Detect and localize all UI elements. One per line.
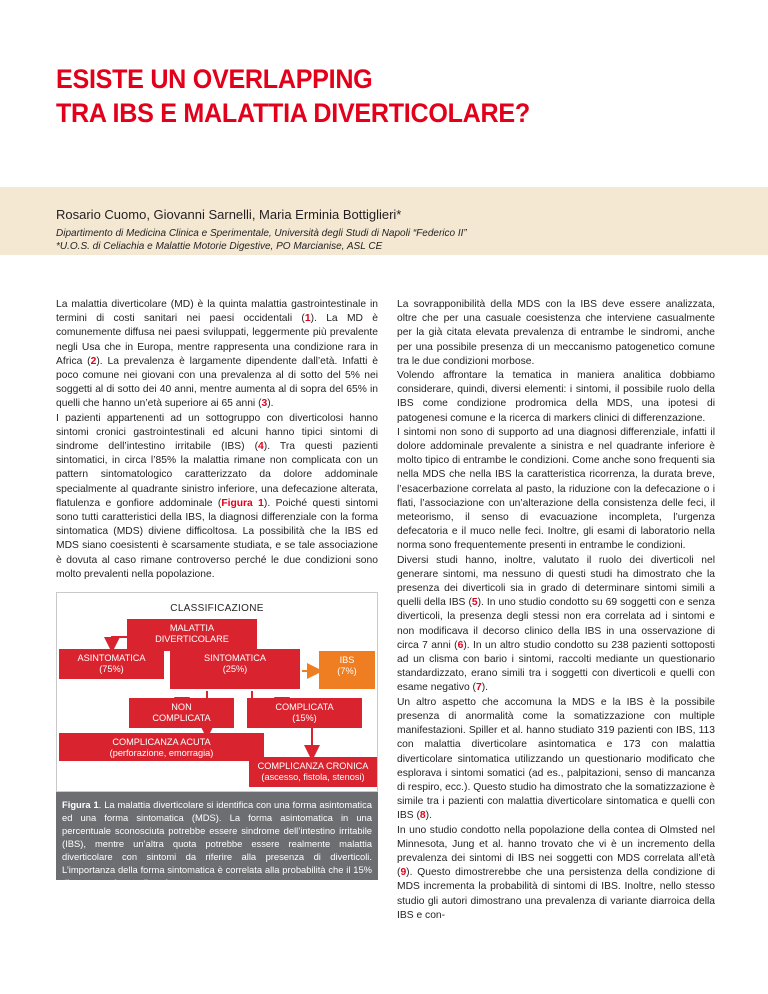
citation-ref[interactable]: 1 xyxy=(304,313,311,325)
paragraph: I sintomi non sono di supporto ad una diagnosi differenziale, infatti il dolore addominale prevalente a sinistra e nel quadrante inferiore è molto tipico di entrambe le condizioni. Come anche sono frequenti sia nella MDS che nella IBS la caratteristica ricorrenza, la durata breve, l’esacerbazione correlata al pasto, la riduzione con la defecazione o i flati, l’associazione con un’alterazione della consistenza delle feci, il meteorismo, il senso di evacuazione incompleta, l’urgenza defecatoria e il muco nelle feci. Inoltre, gli esami di laboratorio nella norma sono frequentemente presenti in entrambe le condizioni. xyxy=(397,426,715,552)
authors: Rosario Cuomo, Giovanni Sarnelli, Maria Erminia Bottiglieri* xyxy=(56,207,402,222)
box-non-complicata: NON COMPLICATA xyxy=(129,698,234,728)
caption-label: Figura 1 xyxy=(62,799,99,810)
box-complicanza-cronica: COMPLICANZA CRONICA (ascesso, fistola, stenosi) xyxy=(249,757,377,787)
box-ibs: IBS (7%) xyxy=(319,651,375,689)
paragraph: Un altro aspetto che accomuna la MDS e la IBS è la possibile presenza di anormalità come la somatizzazione con multiple manifestazioni. Spiller et al. hanno studiato 319 pazienti con IBS, 113 con malattia diverticolare asintomatica e 173 con malattia diverticolare sintomatica utilizzando un questionario modificato che esplorava i sintomi somatici (ad es., palpitazioni, senso di mancanza di respiro, ecc.). Questo studio ha dimostrato che la somatizzazione è simile tra i pazienti con malattia diverticolare sintomatica e quelli con IBS (8). xyxy=(397,696,715,822)
paragraph: Volendo affrontare la tematica in maniera analitica dobbiamo considerare, quindi, diversi elementi: i sintomi, il possibile ruolo della IBS come condizione prodromica della MDS, una ipotesi di patogenesi comune e la ricerca di markers clinici di differenzazione. xyxy=(397,370,715,424)
box-complicata: COMPLICATA (15%) xyxy=(247,698,362,728)
affiliation-2: *U.O.S. di Celiachia e Malattie Motorie Digestive, PO Marcianise, ASL CE xyxy=(56,241,383,252)
citation-ref[interactable]: 2 xyxy=(90,355,97,367)
box-malattia-diverticolare: MALATTIA DIVERTICOLARE xyxy=(127,619,257,651)
box-complicanza-acuta: COMPLICANZA ACUTA (perforazione, emorragia) xyxy=(59,733,264,761)
classification-diagram xyxy=(56,592,378,792)
paragraph: La sovrapponibilità della MDS con la IBS deve essere analizzata, oltre che per una casuale coesistenza che interviene casualmente per la già citata elevata prevalenza di entrambe le sindromi, anche per una possibile presenza di un meccanismo patogenetico comune tra le due condizioni morbose. xyxy=(397,299,715,367)
affiliation-1: Dipartimento di Medicina Clinica e Sperimentale, Università degli Studi di Napoli “Federico II” xyxy=(56,228,467,239)
paragraph: Diversi studi hanno, inoltre, valutato il ruolo dei diverticoli nel generare sintomi, ma nessuno di questi studi ha dimostrato che la presenza dei diverticoli sia in grado di determinare sintomi simili a quelli della IBS (5). In uno studio condotto su 69 soggetti con e senza diverticoli, la presenza degli stessi non era correlata ad i sintomi e non modificava il decorso clinico della IBS in una osservazione di circa 7 anni (6). In un altro studio condotto su 238 pazienti sottoposti ad un clisma con bario i sintomi, raccolti mediante un questionario standardizzato, erano simili tra i soggetti con diverticoli e quelli con esame negativo (7). xyxy=(397,554,716,694)
citation-ref[interactable]: 4 xyxy=(258,441,264,453)
box-asintomatica: ASINTOMATICA (75%) xyxy=(59,649,164,679)
citation-ref[interactable]: 3 xyxy=(261,398,268,410)
citation-ref[interactable]: 7 xyxy=(476,682,482,694)
paragraph: In uno studio condotto nella popolazione della contea di Olmsted nel Minnesota, Jung et al. hanno trovato che vi è un incremento della prevalenza dei sintomi di IBS nei soggetti con MDS correlata all’età (9). Questo dimostrerebbe che una persistenza della condizione di MDS incrementa la probabilità di sintomi di IBS. Inoltre, nello stesso studio gli autori dimostrano una prevalenza di variante diarroica della IBS e con- xyxy=(397,824,715,921)
diagram-heading: CLASSIFICAZIONE xyxy=(170,603,264,614)
affiliations xyxy=(56,227,467,253)
citation-ref[interactable]: 8 xyxy=(419,810,426,822)
left-column xyxy=(56,298,378,582)
figure-caption xyxy=(62,798,372,889)
citation-ref[interactable]: 6 xyxy=(457,639,464,651)
paragraph: I pazienti appartenenti ad un sottogruppo con diverticolosi hanno sintomi cronici gastrointestinali ed alcuni hanno tipici sintomi di sindrome dell’intestino irritabile (IBS) (4). Tra questi pazienti sintomatici, in circa l’85% la malattia rimane non complicata con un pattern sintomatologico caratterizzato da dolore addominale specialmente al quadrante sinistro inferiore, una defecazione alterata, flatulenza e gonfiore addominale (Figura 1). Poiché questi sintomi sono tutti caratteristici della IBS, la diagnosi differenziale con la forma sintomatica (MDS) diviene difficoltosa. La possibilità che la IBS ed MDS siano coesistenti è scarsamente studiata, e se tale associazione è dovuta al caso rimane controverso perché le due condizioni sono molto prevalenti nella popolazione. xyxy=(56,412,378,580)
box-sintomatica: SINTOMATICA (25%) xyxy=(170,649,300,689)
title-line-2: TRA IBS E MALATTIA DIVERTICOLARE? xyxy=(56,98,530,128)
right-column xyxy=(397,298,715,923)
citation-ref[interactable]: 9 xyxy=(400,867,407,879)
citation-ref[interactable]: 5 xyxy=(471,597,478,609)
figure-ref[interactable]: Figura 1 xyxy=(221,497,264,509)
caption-text: . La malattia diverticolare si identifica con una forma asintomatica ed una forma sintomatica (MDS). La forma asintomatica in una percentuale sconosciuta potrebbe essere sindrome dell’intestino irritabile (IBS), mentre un’altra quota potrebbe essere realmente malattia diverticolare con sintomi da riferire alla presenza di diverticoli. L’importanza della forma sintomatica è correlata alla probabilità che il 15% di questa può complicarsi. xyxy=(62,799,373,888)
figure-1 xyxy=(56,592,378,888)
article-title xyxy=(56,62,670,130)
title-line-1: ESISTE UN OVERLAPPING xyxy=(56,64,373,94)
paragraph: La malattia diverticolare (MD) è la quinta malattia gastrointestinale in termini di costi sanitari nei paesi occidentali (1). La MD è comunemente diffusa nei paesi sviluppati, leggermente più prevalente negli Usa che in Europa, mentre rappresenta una condizione rara in Africa (2). La prevalenza è largamente dipendente dall’età. Infatti è poco comune nei giovani con una prevalenza al di sotto del 5% nei soggetti al di sotto dei 40 anni, mentre aumenta al di sopra del 65% in quelli che hanno un’età superiore ai 65 anni (3). xyxy=(56,299,378,410)
